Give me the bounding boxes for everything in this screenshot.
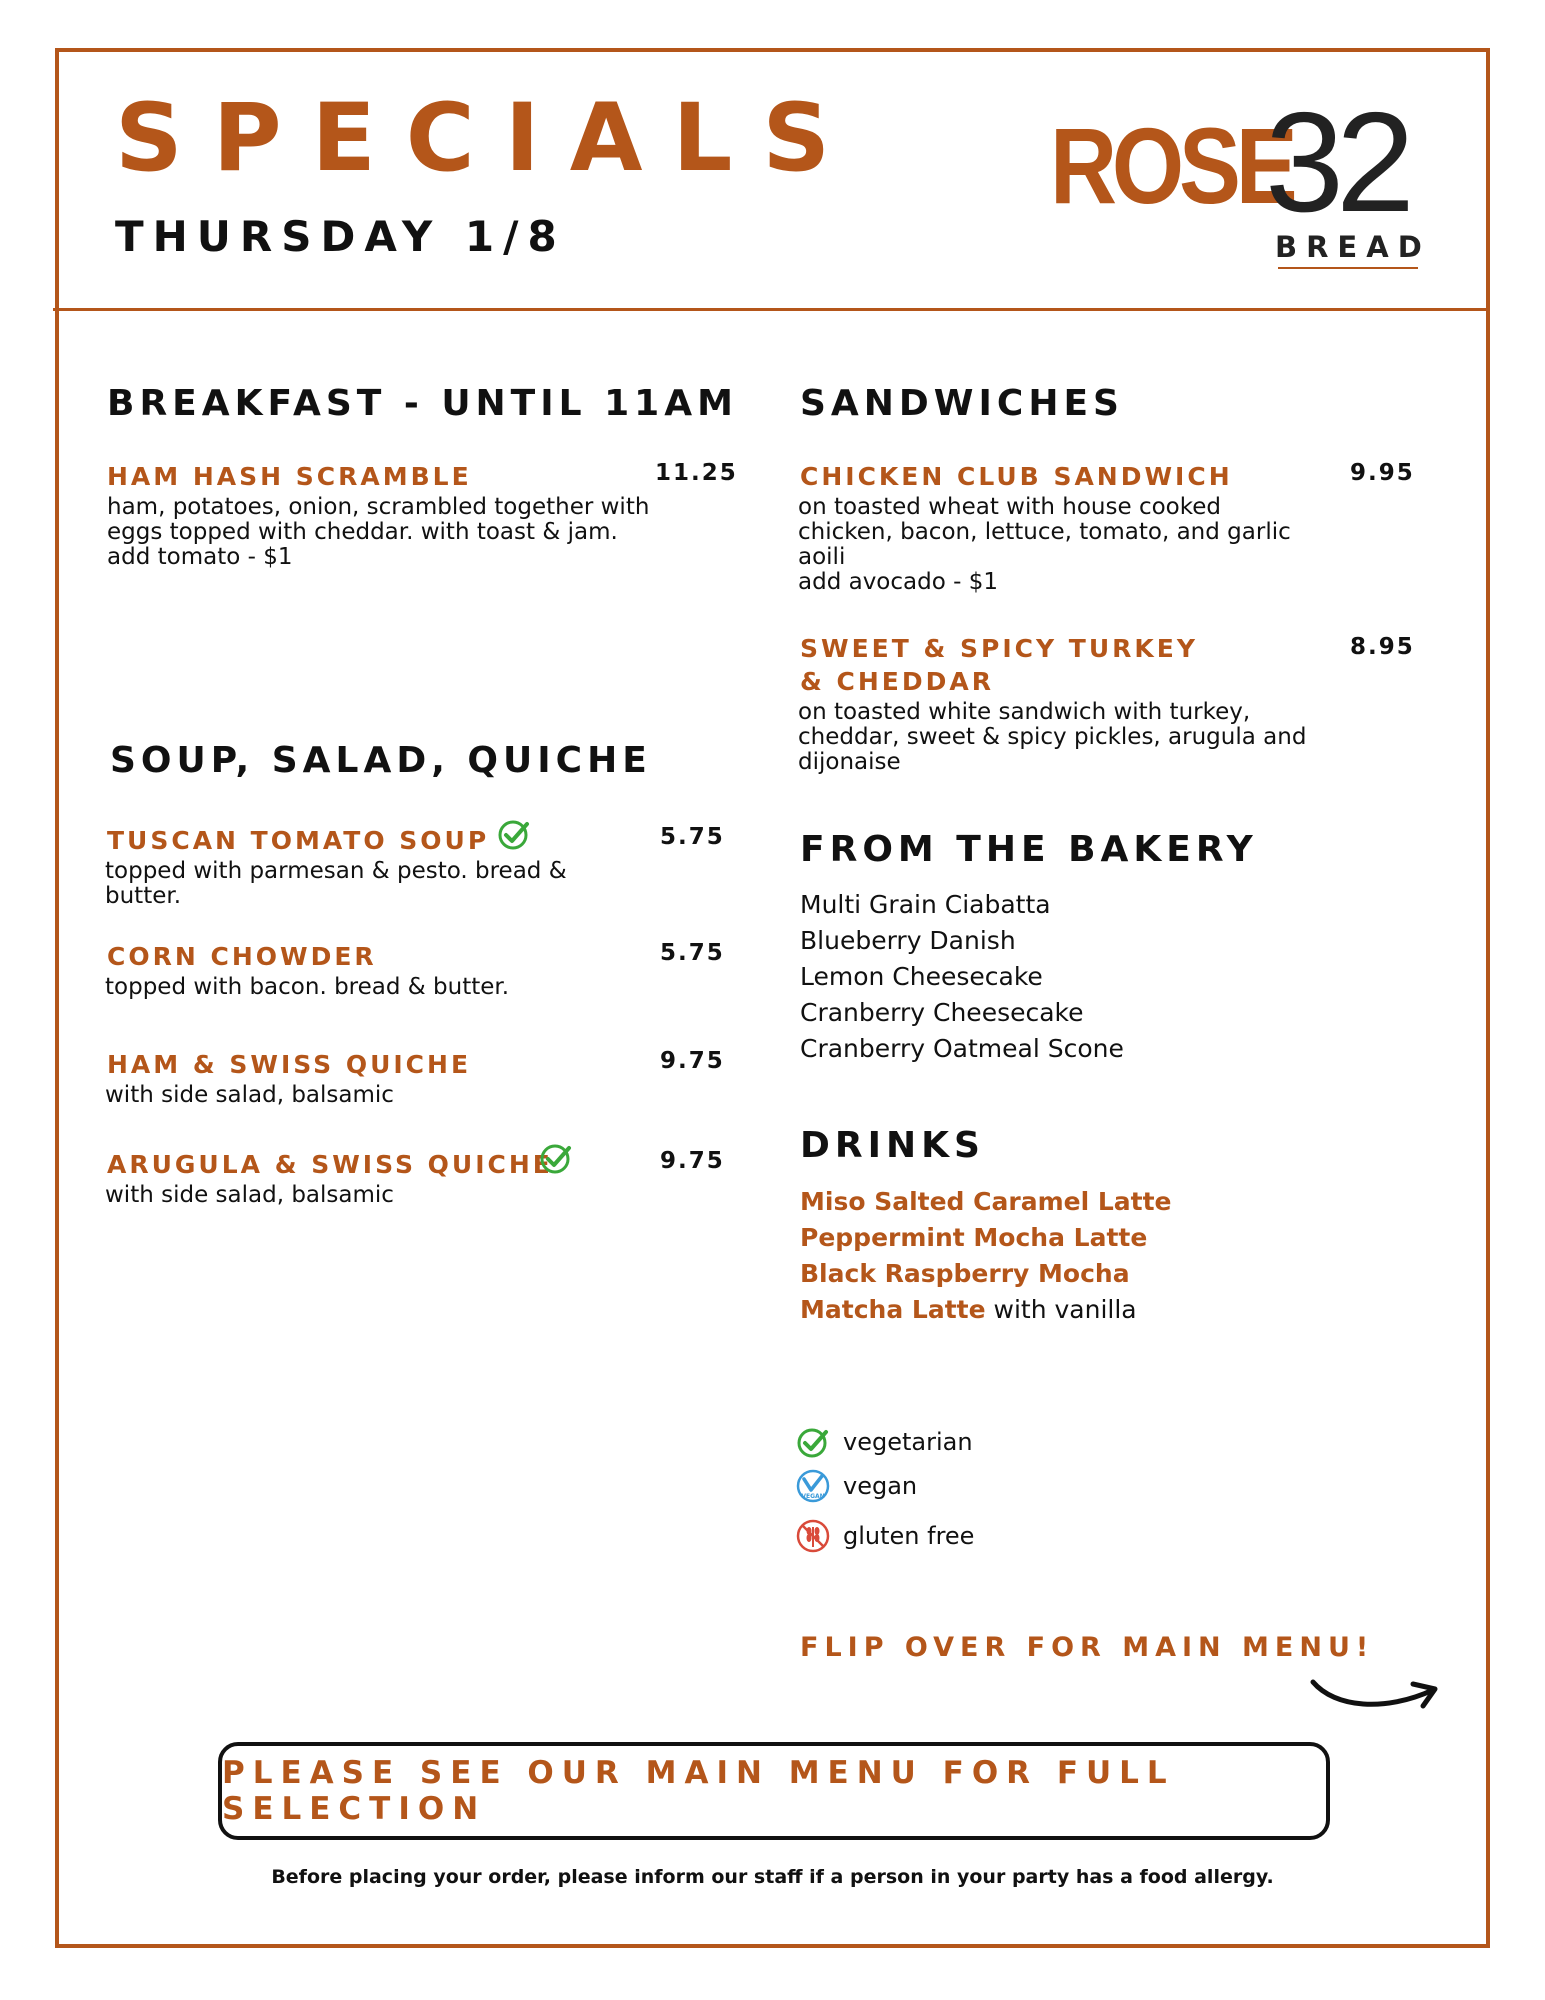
drink-name: Black Raspberry Mocha [800,1259,1130,1288]
header-divider [53,308,1490,311]
bakery-item: Blueberry Danish [800,926,1016,955]
section-breakfast-heading: BREAKFAST - UNTIL 11AM [107,383,738,424]
price-corn-chowder: 5.75 [660,940,725,966]
allergy-notice: Before placing your order, please inform our staff if a person in your party has a food allergy. [271,1866,1274,1888]
main-menu-banner-text: PLEASE SEE OUR MAIN MENU FOR FULL SELECTION [222,1755,1175,1827]
main-menu-banner [218,1742,1330,1840]
vegetarian-icon [496,816,532,852]
desc-arugula-swiss-quiche: with side salad, balsamic [105,1182,394,1208]
bakery-item: Lemon Cheesecake [800,962,1043,991]
item-corn-chowder: CORN CHOWDER [107,942,377,971]
price-chicken-club-sandwich: 9.95 [1350,460,1415,486]
item-ham-swiss-quiche: HAM & SWISS QUICHE [107,1050,472,1079]
item-sweet-spicy-turkey-line2: & CHEDDAR [800,667,994,696]
price-sweet-spicy-turkey: 8.95 [1350,634,1415,660]
vegetarian-icon [795,1424,831,1460]
item-arugula-swiss-quiche: ARUGULA & SWISS QUICHE [107,1150,553,1179]
section-bakery-heading: FROM THE BAKERY [800,829,1258,870]
item-sweet-spicy-turkey: SWEET & SPICY TURKEY [800,634,1198,663]
bakery-item: Multi Grain Ciabatta [800,890,1051,919]
drink-name: Matcha Latte [800,1295,986,1324]
desc-chicken-club-sandwich: on toasted wheat with house cooked chicken, bacon, lettuce, tomato, and garlic aoili add avocado - $1 [798,494,1291,595]
drink-item [800,1184,1172,1220]
gluten-free-icon [795,1518,831,1554]
drinks-list [800,1184,1172,1328]
drink-item [800,1292,1172,1328]
desc-tuscan-tomato-soup: topped with parmesan & pesto. bread & butter. [105,858,567,909]
legend-vegetarian [795,1422,973,1462]
curved-arrow-icon [1305,1660,1445,1720]
desc-sweet-spicy-turkey: on toasted white sandwich with turkey, cheddar, sweet & spicy pickles, arugula and dijonaise [798,699,1307,775]
vegetarian-icon [538,1140,574,1176]
logo-number: 32 [1265,83,1407,242]
desc-ham-hash-scramble: ham, potatoes, onion, scrambled together with eggs topped with cheddar. with toast & jam. add tomato - $1 [107,494,650,570]
item-ham-hash-scramble: HAM HASH SCRAMBLE [107,462,472,491]
price-arugula-swiss-quiche: 9.75 [660,1148,725,1174]
flip-over-note: FLIP OVER FOR MAIN MENU! [800,1632,1375,1663]
drink-name: Miso Salted Caramel Latte [800,1187,1172,1216]
drink-item [800,1220,1172,1256]
item-tuscan-tomato-soup: TUSCAN TOMATO SOUP [107,826,490,855]
legend-vegan [795,1466,917,1506]
section-sandwiches-heading: SANDWICHES [800,383,1124,424]
rose32-logo [1050,83,1431,270]
price-tuscan-tomato-soup: 5.75 [660,824,725,850]
legend-gluten-free-label: gluten free [843,1522,975,1550]
logo-rose-text: ROSE [1050,105,1293,226]
legend-vegetarian-label: vegetarian [843,1428,973,1456]
bakery-item: Cranberry Cheesecake [800,998,1084,1027]
legend-vegan-label: vegan [843,1472,918,1500]
bakery-item: Cranberry Oatmeal Scone [800,1034,1124,1063]
legend-gluten-free [795,1516,974,1556]
page-date: THURSDAY 1/8 [115,212,566,261]
logo-bread-text: BREAD [1275,230,1431,264]
desc-ham-swiss-quiche: with side salad, balsamic [105,1082,394,1108]
price-ham-swiss-quiche: 9.75 [660,1048,725,1074]
item-chicken-club-sandwich: CHICKEN CLUB SANDWICH [800,462,1233,491]
drink-name: Peppermint Mocha Latte [800,1223,1148,1252]
bakery-list [800,887,1124,1067]
section-drinks-heading: DRINKS [800,1125,985,1166]
price-ham-hash-scramble: 11.25 [655,460,738,486]
logo-underline [1278,267,1418,269]
drink-item [800,1256,1172,1292]
desc-corn-chowder: topped with bacon. bread & butter. [105,974,510,1000]
vegan-badge-text: VEGAN [801,1493,825,1500]
section-soup-salad-heading: SOUP, SALAD, QUICHE [110,740,652,781]
page-title: SPECIALS [115,84,861,193]
drink-extra: with vanilla [985,1295,1137,1324]
vegan-icon [795,1468,831,1504]
